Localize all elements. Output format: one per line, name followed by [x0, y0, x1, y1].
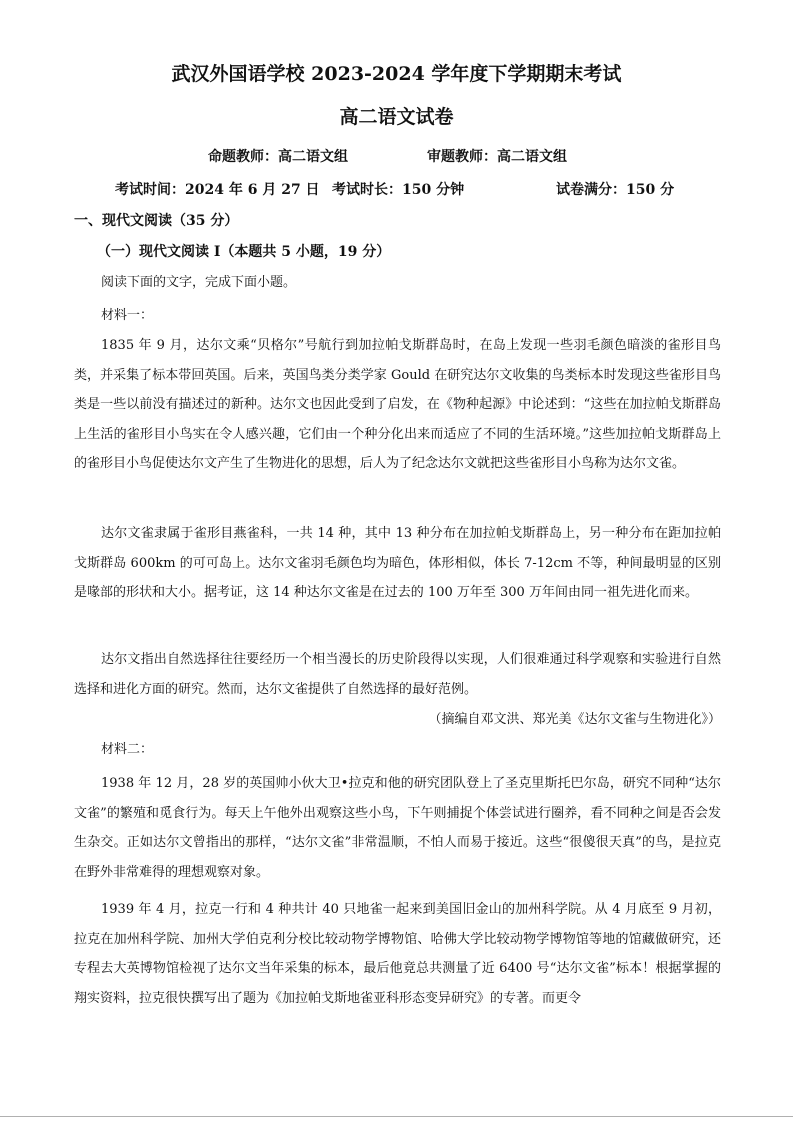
reading-instruction: 阅读下面的文字，完成下面小题。	[101, 275, 297, 290]
material-1-paragraph-1: 1835 年 9 月，达尔文乘“贝格尔”号航行到加拉帕戈斯群岛时，在岛上发现一些羽毛颜色暗淡的雀形目鸟类，并采集了标本带回英国。后来，英国鸟类分类学家 Gould 在研究达尔文收集的鸟类标本时发现这些雀形目鸟类是一些以前没有描述过的新种。达尔文也因此受到了启发，在《物种起源》中论述到：“这些在加拉帕戈斯群岛上生活的雀形目小鸟实在令人感兴趣，它们由一个种分化出来而适应了不同的生活环境。”这些加拉帕戈斯群岛上的雀形目小鸟促使达尔文产生了生物进化的思想，后人为了纪念达尔文就把这些雀形目小鸟称为达尔文雀。	[74, 338, 721, 471]
page-bottom-divider	[0, 1116, 793, 1117]
reviewer-info: 审题教师：高二语文组	[427, 149, 567, 165]
material-1-label: 材料一：	[101, 308, 154, 323]
material-2-paragraph-1: 1938 年 12 月，28 岁的英国帅小伙大卫•拉克和他的研究团队登上了圣克里斯托巴尔岛，研究不同种“达尔文雀”的繁殖和觅食行为。每天上午他外出观察这些小鸟，下午则捕捉个体尝试进行圈养，看不同种之间是否会发生杂交。正如达尔文曾指出的那样，“达尔文雀”非常温顺，不怕人而易于接近。这些“很傻很天真”的鸟，是拉克在野外非常难得的理想观察对象。	[74, 776, 721, 880]
material-2-label: 材料二：	[101, 742, 154, 757]
material-1-paragraph-3: 达尔文指出自然选择往往要经历一个相当漫长的历史阶段得以实现，人们很难通过科学观察和实验进行自然选择和进化方面的研究。然而，达尔文雀提供了自然选择的最好范例。	[74, 652, 721, 697]
exam-subtitle: 高二语文试卷	[339, 106, 454, 128]
material-1-paragraph-2: 达尔文雀隶属于雀形目燕雀科，一共 14 种，其中 13 种分布在加拉帕戈斯群岛上，另一种分布在距加拉帕戈斯群岛 600km 的可可岛上。达尔文雀羽毛颜色均为暗色，体形相似，体长 7-12cm 不等，种间最明显的区别是喙部的形状和大小。据考证，这 14 种达尔文雀是在过去的 100 万年至 300 万年间由同一祖先进化而来。	[74, 526, 721, 600]
material-1-source: （摘编自邓文洪、郑光美《达尔文雀与生物进化》）	[428, 712, 721, 727]
section-heading: 一、现代文阅读（35 分）	[74, 213, 239, 229]
full-score: 试卷满分：150 分	[556, 182, 675, 198]
exam-title: 武汉外国语学校 2023-2024 学年度下学期期末考试	[171, 63, 622, 85]
material-2-paragraph-2: 1939 年 4 月，拉克一行和 4 种共计 40 只地雀一起来到美国旧金山的加州科学院。从 4 月底至 9 月初，拉克在加州科学院、加州大学伯克利分校比较动物学博物馆、哈佛大学比较动物学博物馆等地的馆藏做研究，还专程去大英博物馆检视了达尔文当年采集的标本，最后他竟总共测量了近 6400 号“达尔文雀”标本！根据掌握的翔实资料，拉克很快撰写出了题为《加拉帕戈斯地雀亚科形态变异研究》的专著。而更令	[74, 902, 721, 1006]
exam-duration: 考试时长：150 分钟	[332, 182, 465, 198]
part-heading: （一）现代文阅读 I（本题共 5 小题，19 分）	[97, 244, 391, 260]
proposer-info: 命题教师：高二语文组	[208, 149, 348, 165]
exam-time: 考试时间：2024 年 6 月 27 日	[115, 182, 320, 198]
